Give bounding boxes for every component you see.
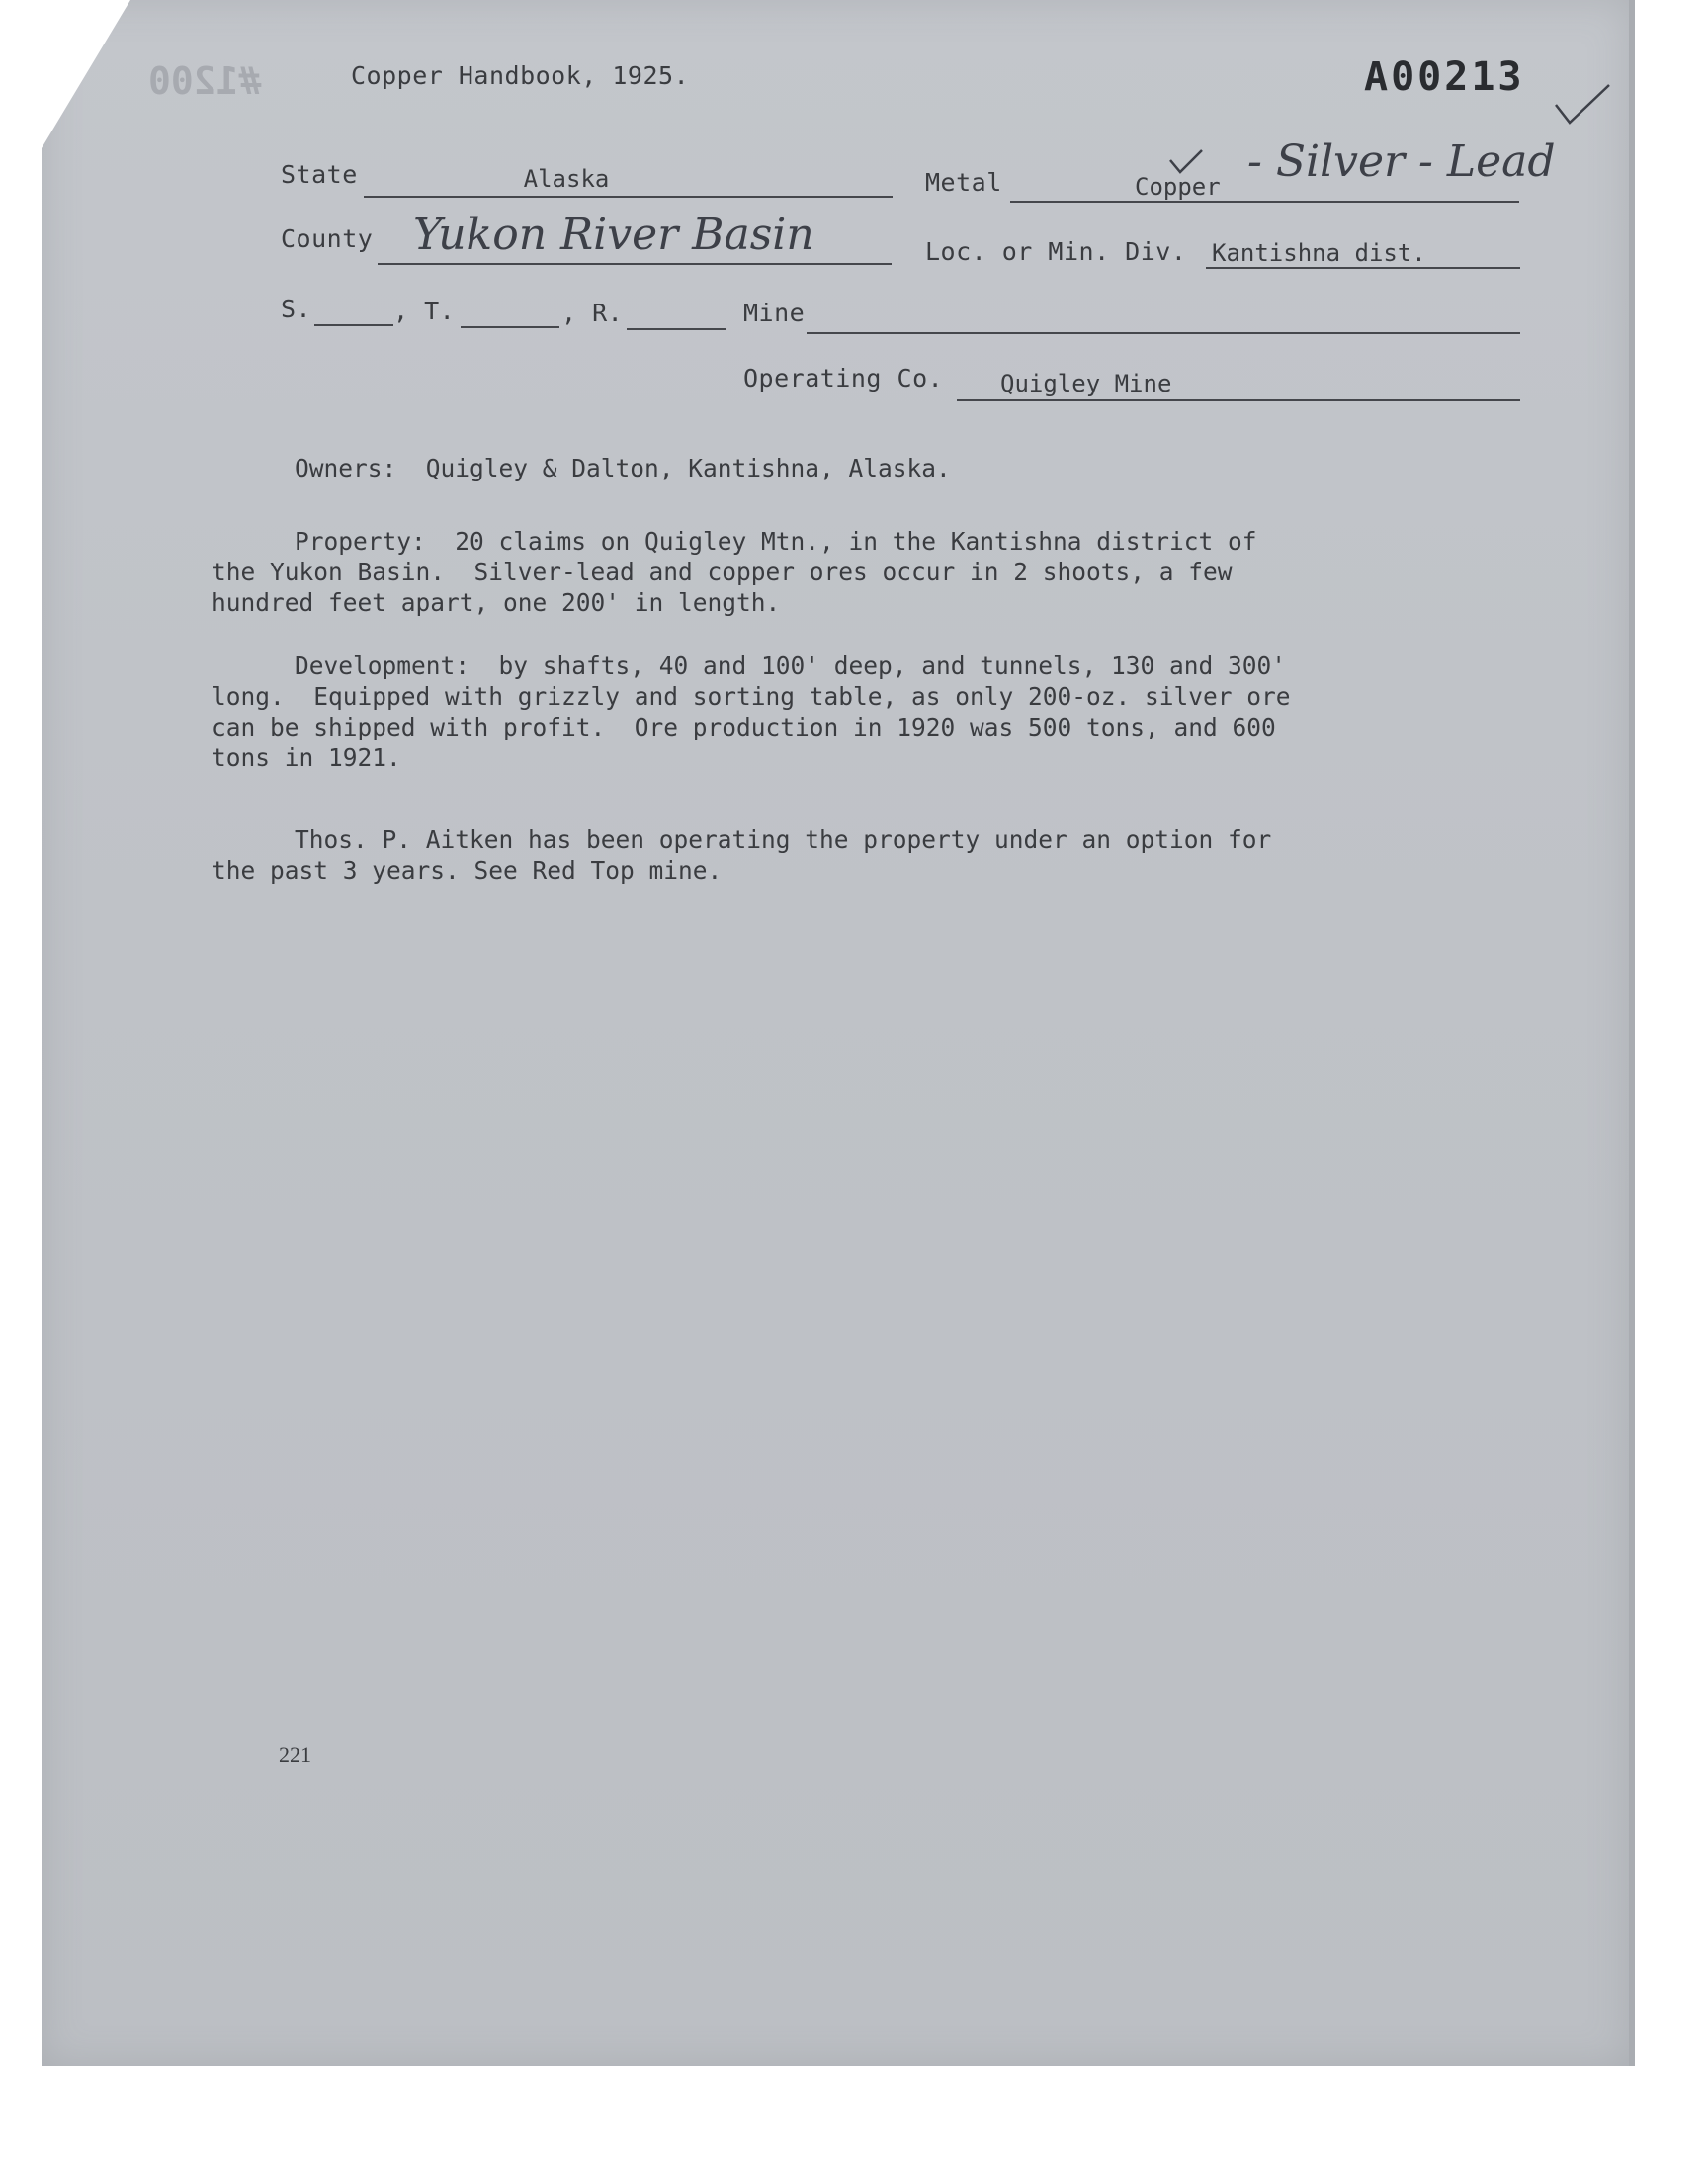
corner-fold — [42, 0, 130, 148]
state-value: Alaska — [523, 165, 610, 193]
owners-line: Owners: Quigley & Dalton, Kantishna, Alaska. — [295, 454, 951, 482]
range-underline — [627, 328, 726, 330]
county-label: County — [281, 224, 374, 253]
metal-value: Copper — [1135, 173, 1221, 201]
check-mark-icon — [1166, 146, 1206, 176]
range-label: , R. — [561, 299, 624, 327]
mine-label: Mine — [743, 299, 806, 327]
property-line: Property: 20 claims on Quigley Mtn., in the Kantishna district of — [295, 527, 1257, 556]
mine-underline — [807, 332, 1520, 334]
owners-paragraph — [295, 453, 1540, 483]
state-label: State — [281, 160, 358, 189]
metal-label: Metal — [925, 168, 1002, 197]
metal-underline — [1010, 201, 1519, 203]
township-underline — [461, 326, 559, 328]
note-line: the past 3 years. See Red Top mine. — [212, 856, 723, 885]
mirrored-record-number: #1200 — [148, 59, 262, 103]
development-line: long. Equipped with grizzly and sorting table, as only 200-oz. silver ore — [212, 682, 1291, 711]
township-label: , T. — [393, 297, 456, 325]
development-line: can be shipped with profit. Ore production in 1920 was 500 tons, and 600 — [212, 713, 1276, 741]
county-value: Yukon River Basin — [413, 210, 814, 260]
development-line: tons in 1921. — [212, 743, 401, 772]
loc-underline — [1206, 267, 1520, 269]
metal-handwritten: - Silver - Lead — [1247, 136, 1556, 187]
development-line: Development: by shafts, 40 and 100' deep, and tunnels, 130 and 300' — [295, 652, 1287, 680]
record-number-stamp: A00213 — [1364, 54, 1525, 100]
page-number: 221 — [279, 1742, 311, 1767]
state-underline — [364, 196, 893, 198]
operating-underline — [957, 399, 1520, 401]
property-line: hundred feet apart, one 200' in length. — [212, 588, 781, 617]
section-label: S. — [281, 295, 312, 323]
source-title: Copper Handbook, 1925. — [351, 61, 690, 90]
loc-label: Loc. or Min. Div. — [925, 237, 1187, 266]
property-line: the Yukon Basin. Silver-lead and copper ores occur in 2 shoots, a few — [212, 558, 1233, 586]
note-line: Thos. P. Aitken has been operating the property under an option for — [295, 826, 1272, 854]
check-mark-icon — [1552, 79, 1611, 129]
property-paragraph — [212, 526, 1457, 618]
operating-value: Quigley Mine — [1000, 370, 1172, 397]
loc-value: Kantishna dist. — [1212, 239, 1426, 267]
development-paragraph — [212, 651, 1457, 773]
operating-label: Operating Co. — [743, 364, 944, 392]
county-underline — [378, 263, 892, 265]
note-paragraph — [212, 825, 1457, 886]
section-underline — [314, 324, 393, 326]
